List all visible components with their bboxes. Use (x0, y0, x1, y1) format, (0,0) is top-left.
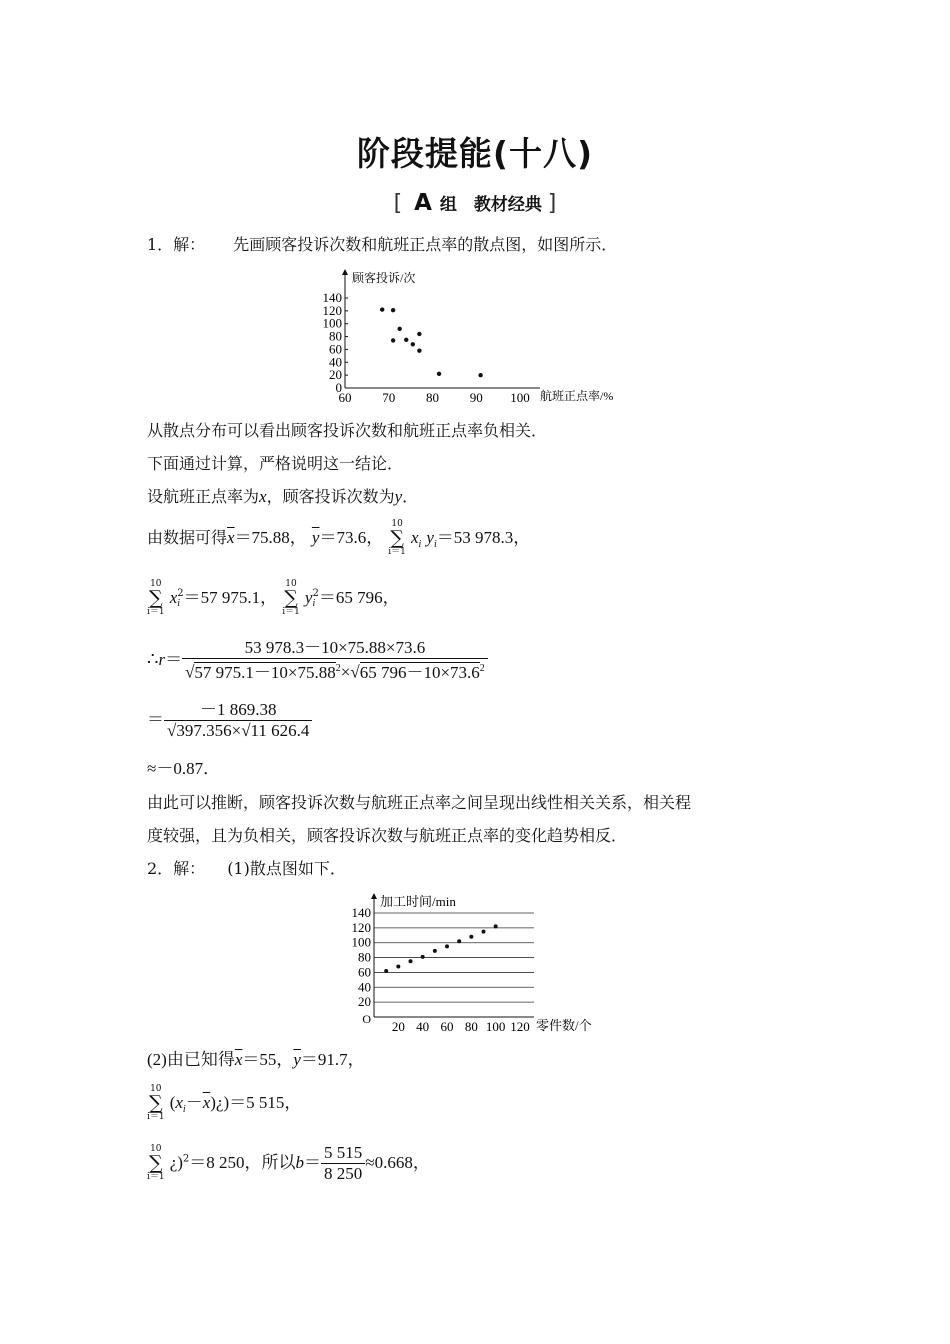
data-point (494, 924, 498, 928)
y-tick-label: 120 (351, 919, 371, 935)
data-point (445, 944, 449, 948)
q2-sum2-line: 10 ∑ i＝1 ¿)$^2$＝8 250，所以b＝ $\frac{5 515}{8 250}$ ≈0.668， (147, 1143, 430, 1183)
data-point (417, 349, 421, 353)
q2-line (147, 859, 346, 879)
y-tick-label: 0 (335, 380, 342, 395)
group-bracket-right: ] (547, 191, 557, 216)
y-bar-value: ＝73.6， (319, 528, 384, 547)
r-formula: ∴r＝ $\frac{53 978.3-10\times 75.88\times 73.6}{√57 975.1-10\times 75.88^2\times√65 796-10\times 73.6^2}$ (147, 638, 488, 683)
r-denominator: √57 $975.1-10\times 75.88^2\times√65$ $796-10\times 73.6^2$ (185, 662, 485, 682)
q2-ybar-value: ＝91.7， (300, 1050, 365, 1069)
q1-squares-line: 10 ∑ i＝1 x 2 i ＝57 975.1， 10 ∑ i＝1 y 2 i ＝65 796， (147, 579, 400, 617)
data-point (421, 955, 425, 959)
y-tick-label: 140 (322, 290, 342, 305)
q1-text1: 从散点分布可以看出顾客投诉次数和航班正点率负相关． (147, 421, 548, 440)
sum-symbol: 10 ∑ i＝1 (147, 1084, 165, 1122)
y-tick-label: 20 (329, 367, 342, 383)
q2-means-line: (2)由已知得$\overline{x}=55$，$\overline{y}=91.7$， (147, 1050, 365, 1069)
q2-sum1-line: 10 ∑ i＝1 $(x_i-\overline{x})¿)=5$ 515， (147, 1084, 302, 1122)
q1-text3b: ，顾客投诉次数为 (266, 487, 395, 506)
y-tick-label: 100 (322, 315, 342, 331)
data-point (380, 307, 384, 311)
y-tick-label: 120 (322, 302, 342, 318)
x-tick-label: 80 (464, 1019, 478, 1034)
data-point (433, 949, 437, 953)
x-tick-label: 90 (469, 390, 483, 405)
y-tick-label: 80 (329, 328, 342, 344)
sum-symbol: 10 ∑ i＝1 (388, 519, 406, 557)
y-axis-label: 顾客投诉/次 (352, 271, 416, 285)
x-tick-label: 20 (391, 1019, 405, 1034)
data-point (437, 372, 441, 376)
b-numerator: 5 515 (321, 1143, 365, 1164)
q1-conclusion-2: 度较强，且为负相关，顾客投诉次数与航班正点率的变化趋势相反． (147, 826, 628, 845)
q1-means-line: 由数据可得$\overline{x}=75.88$， $\overline{y}=73.6$， 10 ∑ i＝1 $x_i$ $y_i=53$ 978.3， (147, 519, 531, 557)
data-point (411, 342, 415, 346)
var-y: y (394, 487, 403, 506)
y-tick-label: 60 (329, 341, 342, 357)
sum-x: x (411, 528, 419, 547)
q1-text3c: ． (402, 487, 419, 506)
x-tick-label: 100 (510, 390, 530, 405)
r2-denominator: √397.356×√11 626.4 (167, 721, 310, 740)
processing-time-scatter-chart (330, 890, 610, 1040)
data-point (397, 327, 401, 331)
x-bar-value: ＝75.88， (234, 528, 307, 547)
y-bar: $\overline{y}$ (311, 528, 320, 547)
sum-x2-value: ＝57 975.1， (183, 588, 278, 607)
var-x: x (259, 487, 267, 506)
r-approx: ≈－0.87． (147, 759, 221, 778)
x-tick-label: 100 (485, 1019, 506, 1034)
y-axis-label: 加工时间/min (380, 894, 456, 909)
x-axis-label: 航班正点率/% (540, 389, 614, 403)
x-bar: $\overline{x}$ (227, 528, 235, 547)
y-tick-label: 140 (351, 905, 371, 920)
b-denominator: 8 250 (324, 1164, 363, 1183)
sum-y2-value: ＝65 796， (318, 588, 400, 607)
sum-y: y (426, 528, 434, 547)
sum-symbol: 10 ∑ i＝1 (282, 579, 300, 617)
page-title: 阶段提能(十八) (356, 134, 594, 173)
q1-intro: 先画顾客投诉次数和航班正点率的散点图，如图所示． (233, 235, 618, 254)
data-point (478, 373, 482, 377)
q1-text3a: 设航班正点率为 (147, 487, 260, 506)
data-point (409, 959, 413, 963)
data-point (384, 969, 388, 973)
group-heading (0, 190, 950, 216)
q2-label: 2．解： (147, 859, 206, 878)
y-tick-label: 40 (329, 354, 342, 370)
data-point (482, 930, 486, 934)
origin-label: O (362, 1012, 371, 1026)
group-letter: A (414, 190, 432, 216)
data-point (457, 939, 461, 943)
data-point (469, 935, 473, 939)
x-tick-label: 120 (510, 1019, 530, 1034)
x-tick-label: 60 (440, 1019, 454, 1034)
y-tick-label: 80 (358, 949, 371, 965)
x-tick-label: 80 (426, 390, 439, 405)
sum-xy-value: ＝53 978.3， (436, 528, 531, 547)
y-tick-label: 60 (358, 964, 371, 980)
q1-label: 1．解： (147, 235, 206, 254)
x-tick-label: 70 (382, 390, 396, 405)
y-tick-label: 100 (351, 934, 371, 950)
sum-symbol: 10 ∑ i＝1 (147, 1144, 165, 1182)
y-tick-label: 40 (358, 979, 371, 995)
r-numerator: 53 978.3－10×75.88×73.6 (182, 638, 488, 659)
q2-sum1-value: )¿)＝5 515， (210, 1093, 302, 1112)
r2-numerator: －1 869.38 (164, 700, 312, 721)
means-prefix: 由数据可得 (147, 528, 228, 547)
data-point (417, 332, 421, 336)
x-tick-label: 40 (416, 1019, 430, 1034)
sum-symbol: 10 ∑ i＝1 (147, 579, 165, 617)
data-point (391, 308, 395, 312)
x-axis-label: 零件数/个 (536, 1018, 592, 1033)
q2-sum2-value: ＝8 250，所以 (189, 1153, 296, 1172)
q2-xbar-value: ＝55， (242, 1050, 294, 1069)
q2-part1: (1)散点图如下． (227, 859, 346, 878)
data-point (404, 338, 408, 342)
x-tick-label: 60 (338, 390, 352, 405)
q1-text2: 下面通过计算，严格说明这一结论． (147, 454, 404, 473)
group-label: 组 教材经典 (439, 195, 542, 215)
b-approx: ≈0.668， (365, 1153, 430, 1172)
q2-part2-prefix: (2)由已知得 (147, 1050, 235, 1069)
q1-text3 (147, 487, 418, 507)
complaint-scatter-chart (300, 262, 640, 412)
data-point (396, 964, 400, 968)
q1-line (147, 235, 617, 255)
y-tick-label: 20 (358, 994, 371, 1010)
group-bracket-left: [ (393, 191, 403, 216)
r-formula-2: ＝ $\frac{-1 869.38}{√397.356\times√11 626.4}$ (147, 700, 312, 741)
q1-conclusion-1: 由此可以推断，顾客投诉次数与航班正点率之间呈现出线性相关关系，相关程 (147, 793, 692, 812)
data-point (391, 338, 395, 342)
